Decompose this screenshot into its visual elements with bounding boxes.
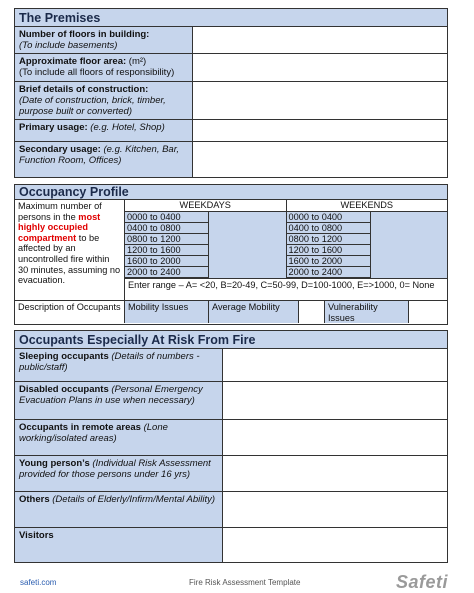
- risk-row-visitors: [15, 528, 447, 562]
- average-mobility-label: Average Mobility: [209, 301, 299, 323]
- weekend-time: 0000 to 0400: [287, 212, 371, 223]
- occupancy-title: Occupancy Profile: [15, 185, 447, 200]
- weekday-times: [125, 212, 209, 278]
- primary-usage-label: Primary usage: (e.g. Hotel, Shop): [15, 120, 193, 141]
- area-label: Approximate floor area: (m²) (To include all floors of responsibility): [15, 54, 193, 81]
- footer-link[interactable]: safeti.com: [20, 578, 57, 587]
- mobility-field[interactable]: [299, 301, 325, 323]
- weekend-time: 0400 to 0800: [287, 223, 371, 234]
- weekdays-header: WEEKDAYS: [125, 200, 287, 211]
- construction-label: Brief details of construction: (Date of construction, brick, timber, purpose built or converted): [15, 82, 193, 119]
- premises-row-area: [15, 54, 447, 82]
- weekend-time: 1200 to 1600: [287, 245, 371, 256]
- page-footer: [14, 574, 448, 590]
- risk-row-sleeping: [15, 349, 447, 382]
- occupancy-times: [125, 200, 447, 300]
- floors-field[interactable]: [193, 27, 447, 53]
- premises-title: The Premises: [15, 9, 447, 27]
- others-label: Others (Details of Elderly/Infirm/Mental Ability): [15, 492, 223, 527]
- safeti-logo: Safeti: [395, 572, 448, 592]
- disabled-label: Disabled occupants (Personal Emergency Evacuation Plans in use when necessary): [15, 382, 223, 419]
- young-persons-label: Young person’s (Individual Risk Assessment provided for those persons under 16 yrs): [15, 456, 223, 491]
- weekday-slots: [125, 212, 287, 278]
- weekend-slots: [287, 212, 448, 278]
- range-legend: Enter range – A= <20, B=20-49, C=50-99, D=100-1000, E=>1000, 0= None: [125, 278, 447, 300]
- weekday-entry-field[interactable]: [209, 212, 286, 278]
- weekday-time: 1200 to 1600: [125, 245, 209, 256]
- premises-row-secondary: [15, 142, 447, 177]
- weekday-time: 0800 to 1200: [125, 234, 209, 245]
- weekday-time: 0000 to 0400: [125, 212, 209, 223]
- primary-usage-field[interactable]: [193, 120, 447, 141]
- visitors-label: Visitors: [15, 528, 223, 562]
- risk-title: Occupants Especially At Risk From Fire: [15, 331, 447, 349]
- weekend-entry-field[interactable]: [371, 212, 448, 278]
- sleeping-label: Sleeping occupants (Details of numbers - public/staff): [15, 349, 223, 381]
- occupancy-section: [14, 184, 448, 325]
- weekend-time: 0800 to 1200: [287, 234, 371, 245]
- premises-section: [14, 8, 448, 178]
- vulnerability-label: Vulnerability Issues: [325, 301, 409, 323]
- occupant-description-row: [15, 301, 447, 323]
- time-slots: [125, 212, 447, 278]
- disabled-field[interactable]: [223, 382, 447, 419]
- weekday-time: 1600 to 2000: [125, 256, 209, 267]
- vulnerability-field[interactable]: [409, 301, 447, 323]
- others-field[interactable]: [223, 492, 447, 527]
- area-field[interactable]: [193, 54, 447, 81]
- mobility-label: Mobility Issues: [125, 301, 209, 323]
- risk-row-young: [15, 456, 447, 492]
- risk-row-disabled: [15, 382, 447, 420]
- sleeping-field[interactable]: [223, 349, 447, 381]
- premises-row-construction: [15, 82, 447, 120]
- floors-label: Number of floors in building: (To include basements): [15, 27, 193, 53]
- weekend-times: [287, 212, 371, 278]
- weekend-time: 2000 to 2400: [287, 267, 371, 278]
- visitors-field[interactable]: [223, 528, 447, 562]
- remote-field[interactable]: [223, 420, 447, 455]
- remote-label: Occupants in remote areas (Lone working/isolated areas): [15, 420, 223, 455]
- occupancy-grid: [15, 200, 447, 301]
- weekday-time: 0400 to 0800: [125, 223, 209, 234]
- secondary-usage-field[interactable]: [193, 142, 447, 177]
- weekends-header: WEEKENDS: [340, 200, 394, 210]
- description-label: Description of Occupants: [15, 301, 125, 323]
- week-headers: [125, 200, 447, 212]
- secondary-usage-label: Secondary usage: (e.g. Kitchen, Bar, Function Room, Offices): [15, 142, 193, 177]
- construction-field[interactable]: [193, 82, 447, 119]
- footer-title: Fire Risk Assessment Template: [189, 578, 301, 587]
- weekday-time: 2000 to 2400: [125, 267, 209, 278]
- premises-row-floors: [15, 27, 447, 54]
- risk-section: [14, 330, 448, 563]
- risk-row-others: [15, 492, 447, 528]
- premises-row-primary: [15, 120, 447, 142]
- weekend-time: 1600 to 2000: [287, 256, 371, 267]
- risk-row-remote: [15, 420, 447, 456]
- young-persons-field[interactable]: [223, 456, 447, 491]
- occupancy-description: Maximum number of persons in the most highly occupied compartment to be affected by an uncontrolled fire within 30 minutes, assuming no evacuation.: [15, 200, 125, 300]
